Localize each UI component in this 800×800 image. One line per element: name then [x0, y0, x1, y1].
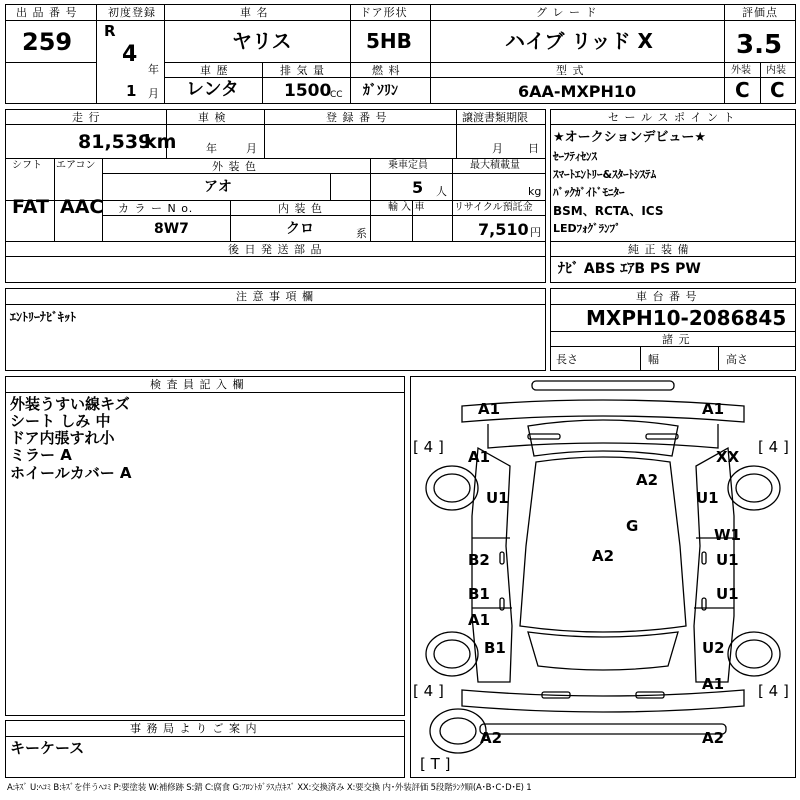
equipment-label: 純 正 装 備 [628, 243, 690, 256]
rear-glass-shape [528, 632, 678, 670]
import-label: 輸 入 車 [388, 202, 425, 213]
mileage-label: 走 行 [72, 111, 101, 124]
score-label: 評価点 [742, 6, 778, 19]
dims-label: 諸 元 [662, 333, 691, 346]
damage-mark: XX [716, 448, 740, 466]
transfer-day-unit: 日 [528, 142, 539, 155]
model-label: 型 式 [556, 64, 585, 77]
damage-mark: A1 [468, 448, 491, 466]
grade: ハイブ リッド X [505, 29, 653, 53]
exterior-color-label: 外 装 色 [212, 160, 257, 173]
interior-color: クロ [286, 221, 314, 237]
sales-line: ｽﾏｰﾄｴﾝﾄﾘｰ&ｽﾀｰﾄｼｽﾃﾑ [553, 168, 657, 181]
inspector-line: ミラー A [10, 446, 72, 464]
door-type: 5HB [366, 29, 412, 53]
reg-month: 1 [126, 82, 137, 100]
inspection-year-unit: 年 [206, 142, 217, 155]
legend-text: A:ｷｽﾞ U:ﾍｺﾐ B:ｷｽﾞを伴うﾍｺﾐ P:要塗装 W:補修跡 S:錆 C:腐食 G:ﾌﾛﾝﾄｶﾞﾗｽ点ｷｽﾞ XX:交換済み X:要交換 内･外装評価 5段階ﾗﾝｸ順(A･B･C･D･E) 1 [7, 783, 532, 793]
mileage: 81,539 [78, 131, 152, 153]
damage-mark: U1 [696, 489, 719, 507]
damage-mark: A2 [636, 471, 659, 489]
damage-mark: U2 [702, 639, 725, 657]
recycle-label: リサイクル預託金 [454, 202, 533, 213]
rear-bumper-shape [480, 724, 726, 734]
history: レンタ [186, 79, 239, 100]
roof-shape [520, 457, 686, 632]
tire-tread-rear-right: [ 4 ] [758, 682, 789, 700]
sales-line: ｾｰﾌﾃｨｾﾝｽ [553, 150, 597, 163]
damage-mark: A2 [480, 729, 503, 747]
spare-tire-shape [430, 709, 486, 753]
damage-mark: A1 [478, 400, 501, 418]
later-parts-label: 後 日 発 送 部 品 [228, 243, 323, 256]
exterior-color: アオ [204, 179, 232, 195]
damage-mark: U1 [716, 551, 739, 569]
damage-mark: G [626, 517, 639, 535]
front-fenders-shape [488, 424, 718, 448]
reg-month-unit: 月 [148, 87, 159, 100]
transfer-label: 譲渡書類期限 [462, 111, 528, 124]
front-bumper-shape [532, 381, 674, 390]
capacity-label: 乗車定員 [388, 160, 428, 171]
inspector-label: 検 査 員 記 入 欄 [150, 378, 245, 391]
score: 3.5 [736, 30, 783, 60]
damage-mark: B1 [484, 639, 506, 657]
damage-mark: B1 [468, 585, 490, 603]
displacement-label: 排 気 量 [280, 64, 325, 77]
inspection-label: 車 検 [198, 111, 227, 124]
load-label: 最大積載量 [470, 160, 520, 171]
ac: AAC [60, 196, 104, 218]
lot-number: 259 [22, 28, 73, 56]
int-grade-label: 内装 [766, 65, 786, 76]
interior-color-label: 内 装 色 [278, 202, 323, 215]
sales-line: BSM、RCTA、ICS [553, 204, 664, 218]
ac-label: エアコン [56, 160, 96, 171]
door-label: ドア形状 [360, 6, 408, 19]
era: R [104, 22, 116, 40]
inspector-line: シート しみ 中 [10, 412, 111, 430]
reg-year-unit: 年 [148, 63, 159, 76]
damage-mark: U1 [486, 489, 509, 507]
spare-tire-mark: [ T ] [420, 755, 451, 773]
capacity-unit: 人 [436, 185, 447, 198]
reg-year: 4 [122, 42, 138, 67]
length-label: 長さ [556, 353, 578, 366]
car-name: ヤリス [232, 29, 292, 53]
equipment: ﾅﾋﾞ ABS ｴｱB PS PW [558, 261, 701, 277]
shift-label: シフト [12, 160, 42, 171]
tire-tread-front-left: [ 4 ] [413, 438, 444, 456]
displacement: 1500 [284, 81, 332, 101]
mileage-unit: km [144, 131, 177, 153]
inspection-month-unit: 月 [246, 142, 257, 155]
damage-mark: A2 [702, 729, 725, 747]
sales-line: ★オークションデビュー★ [553, 130, 707, 145]
interior-suffix: 系 [356, 227, 367, 240]
chassis-number: MXPH10-2086845 [586, 306, 787, 330]
color-no-label: カ ラ ー N o. [118, 202, 194, 215]
notes-text: ｴﾝﾄﾘｰﾅﾋﾞｷｯﾄ [10, 310, 77, 324]
displacement-unit: CC [330, 90, 343, 100]
damage-mark: A1 [702, 400, 725, 418]
shift: FAT [12, 196, 49, 218]
car-outline-svg [410, 376, 796, 778]
grade-label: グ レ ー ド [536, 6, 598, 19]
damage-mark: A1 [468, 611, 491, 629]
damage-mark: W1 [714, 526, 741, 544]
office-text: キーケース [10, 739, 85, 757]
chassis-label: 車 台 番 号 [636, 290, 698, 303]
lot-label: 出 品 番 号 [16, 6, 78, 19]
notes-label: 注 意 事 項 欄 [236, 290, 314, 303]
history-label: 車 歴 [200, 64, 229, 77]
transfer-month-unit: 月 [492, 142, 503, 155]
inspector-line: ドア内張すれ小 [10, 429, 115, 447]
inspector-line: ホイールカバー A [10, 464, 132, 482]
sales-line: ﾊﾞｯｸｶﾞｲﾄﾞﾓﾆﾀｰ [553, 186, 625, 199]
int-grade: C [770, 78, 785, 102]
damage-mark: U1 [716, 585, 739, 603]
car-name-label: 車 名 [240, 6, 269, 19]
recycle-fee: 7,510 [478, 220, 529, 239]
rear-panel-shape [462, 690, 744, 712]
width-label: 幅 [648, 353, 659, 366]
inspector-line: 外装うすい線キズ [10, 395, 130, 413]
model-code: 6AA-MXPH10 [518, 82, 637, 101]
tire-tread-front-right: [ 4 ] [758, 438, 789, 456]
tire-tread-rear-left: [ 4 ] [413, 682, 444, 700]
color-no: 8W7 [154, 221, 189, 237]
damage-mark: A1 [702, 675, 725, 693]
office-label: 事 務 局 よ り ご 案 内 [130, 722, 258, 735]
windshield-shape [528, 420, 678, 456]
first-reg-label: 初度登録 [108, 6, 156, 19]
fuel-label: 燃 料 [372, 64, 401, 77]
ext-grade-label: 外装 [731, 65, 751, 76]
capacity: 5 [412, 178, 424, 197]
fuel: ｶﾞｿﾘﾝ [363, 83, 398, 99]
height-label: 高さ [726, 353, 748, 366]
ext-grade: C [735, 78, 750, 102]
sales-label: セ ー ル ス ポ イ ン ト [608, 111, 736, 124]
load-unit: kg [528, 185, 542, 198]
plate-label: 登 録 番 号 [326, 111, 388, 124]
sales-line: LEDﾌｫｸﾞﾗﾝﾌﾟ [553, 222, 621, 235]
recycle-unit: 円 [530, 226, 541, 239]
damage-mark: B2 [468, 551, 490, 569]
damage-mark: A2 [592, 547, 615, 565]
